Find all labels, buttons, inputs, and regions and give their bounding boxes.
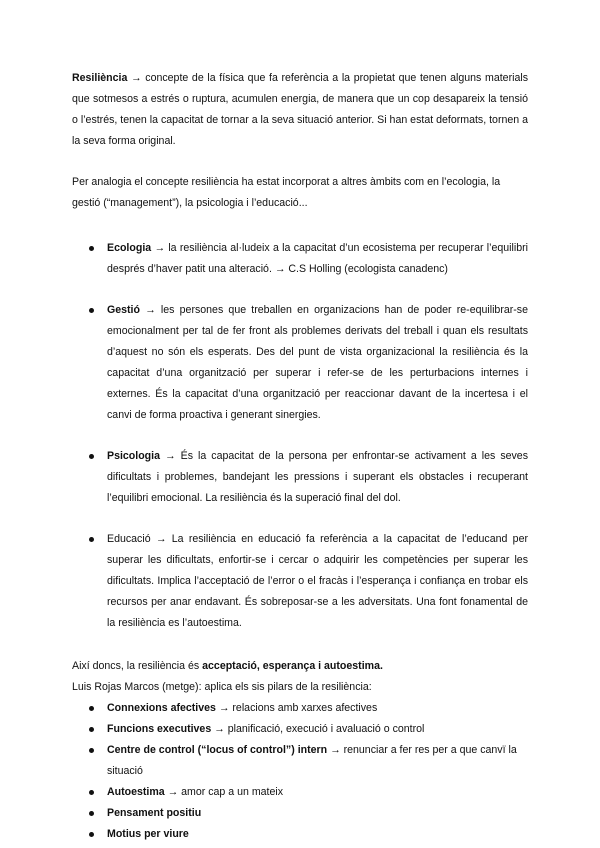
list-item xyxy=(72,446,528,509)
intro-term: Resiliència xyxy=(72,72,128,84)
area-term: Psicologia xyxy=(107,450,160,462)
area-term: Ecologia xyxy=(107,242,152,254)
bullet-icon xyxy=(89,246,94,251)
document-page xyxy=(72,68,528,845)
conclusion-line xyxy=(72,656,528,677)
list-item xyxy=(72,698,528,719)
conclusion-bold: acceptació, esperança i autoestima. xyxy=(202,660,383,672)
bullet-icon xyxy=(89,454,94,459)
area-text: Educació → La resiliència en educació fa referència a la capacitat de l’educand per superar les dificultats, enfortir-se i cercar o adquirir les competències per superar les dificultats. Implica l’acceptació de l’error o el fracàs i l’esperança i confiança en trobar els recursos per anar endavant. És sobreposar-se a les adversitats. Una font fonamental de la resiliència es l’autoestima. xyxy=(107,533,528,629)
pillar-term: Funcions executives xyxy=(107,723,212,735)
pillar-term: Autoestima xyxy=(107,786,165,798)
bullet-icon xyxy=(89,811,94,816)
intro-text: → concepte de la física que fa referència a la propietat que tenen alguns materials que sotmesos a estrés o ruptura, acumulen energia, de manera que un cop desapareix la tensió o l’estrés, tenen la capacitat de tornar a la seva situació anterior. Si han estat deformats, tornen a la seva forma original. xyxy=(72,72,528,147)
analogy-paragraph: Per analogia el concepte resiliència ha estat incorporat a altres àmbits com en l’ecologia, la gestió (“management”), la psicologia i l’educació... xyxy=(72,176,501,209)
pillar-text: → amor cap a un mateix xyxy=(164,786,284,798)
list-item xyxy=(72,740,528,782)
list-item xyxy=(72,803,528,824)
rojas-line: Luis Rojas Marcos (metge): aplica els sis pilars de la resiliència: xyxy=(72,681,372,693)
list-item xyxy=(72,529,528,634)
bullet-icon xyxy=(89,308,94,313)
pillars-list xyxy=(72,698,528,845)
pillar-text: → renunciar a fer res per a que canvï la situació xyxy=(107,744,517,777)
list-item xyxy=(72,300,528,426)
area-text: → la resiliència al·ludeix a la capacitat d’un ecosistema per recuperar l’equilibri després d’haver patit una alteració. → C.S Holling (ecologista canadenc) xyxy=(107,242,528,275)
area-term: Gestió xyxy=(107,304,140,316)
pillar-term: Motius per viure xyxy=(107,828,189,840)
pillar-term: Connexions afectives xyxy=(107,702,216,714)
bullet-icon xyxy=(89,790,94,795)
bullet-icon xyxy=(89,832,94,837)
bullet-icon xyxy=(89,748,94,753)
areas-list xyxy=(72,238,528,634)
conclusion-prefix: Així doncs, la resiliència és xyxy=(72,660,203,672)
area-text: → les persones que treballen en organizacions han de poder re-equilibrar-se emocionalment per tal de fer front als problemes derivats del treball i quan els resultats d’aquest no són els esperats. Des del punt de vista organizacional la resiliència és la capacitat d’una organització per superar i refer-se de les perturbacions internes i externes. És la capacitat d’una organització per reaccionar davant de la incertesa i el canvi de forma proactiva i generant sinergies. xyxy=(107,304,528,421)
list-item xyxy=(72,824,528,845)
list-item xyxy=(72,782,528,803)
pillar-text: → relacions amb xarxes afectives xyxy=(215,702,378,714)
area-text: → És la capacitat de la persona per enfrontar-se activament a les seves dificultats i problemes, bandejant les pressions i superant els obstacles i recuperant l’equilibri emocional. La resiliència és la superació final del dol. xyxy=(107,450,528,504)
pillar-term: Centre de control (“locus of control”) intern xyxy=(107,744,328,756)
bullet-icon xyxy=(89,706,94,711)
list-item xyxy=(72,719,528,740)
pillar-term: Pensament positiu xyxy=(107,807,202,819)
pillar-text: → planificació, execució i avaluació o control xyxy=(211,723,425,735)
intro-paragraph xyxy=(72,68,528,152)
list-item xyxy=(72,238,528,280)
bullet-icon xyxy=(89,727,94,732)
bullet-icon xyxy=(89,537,94,542)
